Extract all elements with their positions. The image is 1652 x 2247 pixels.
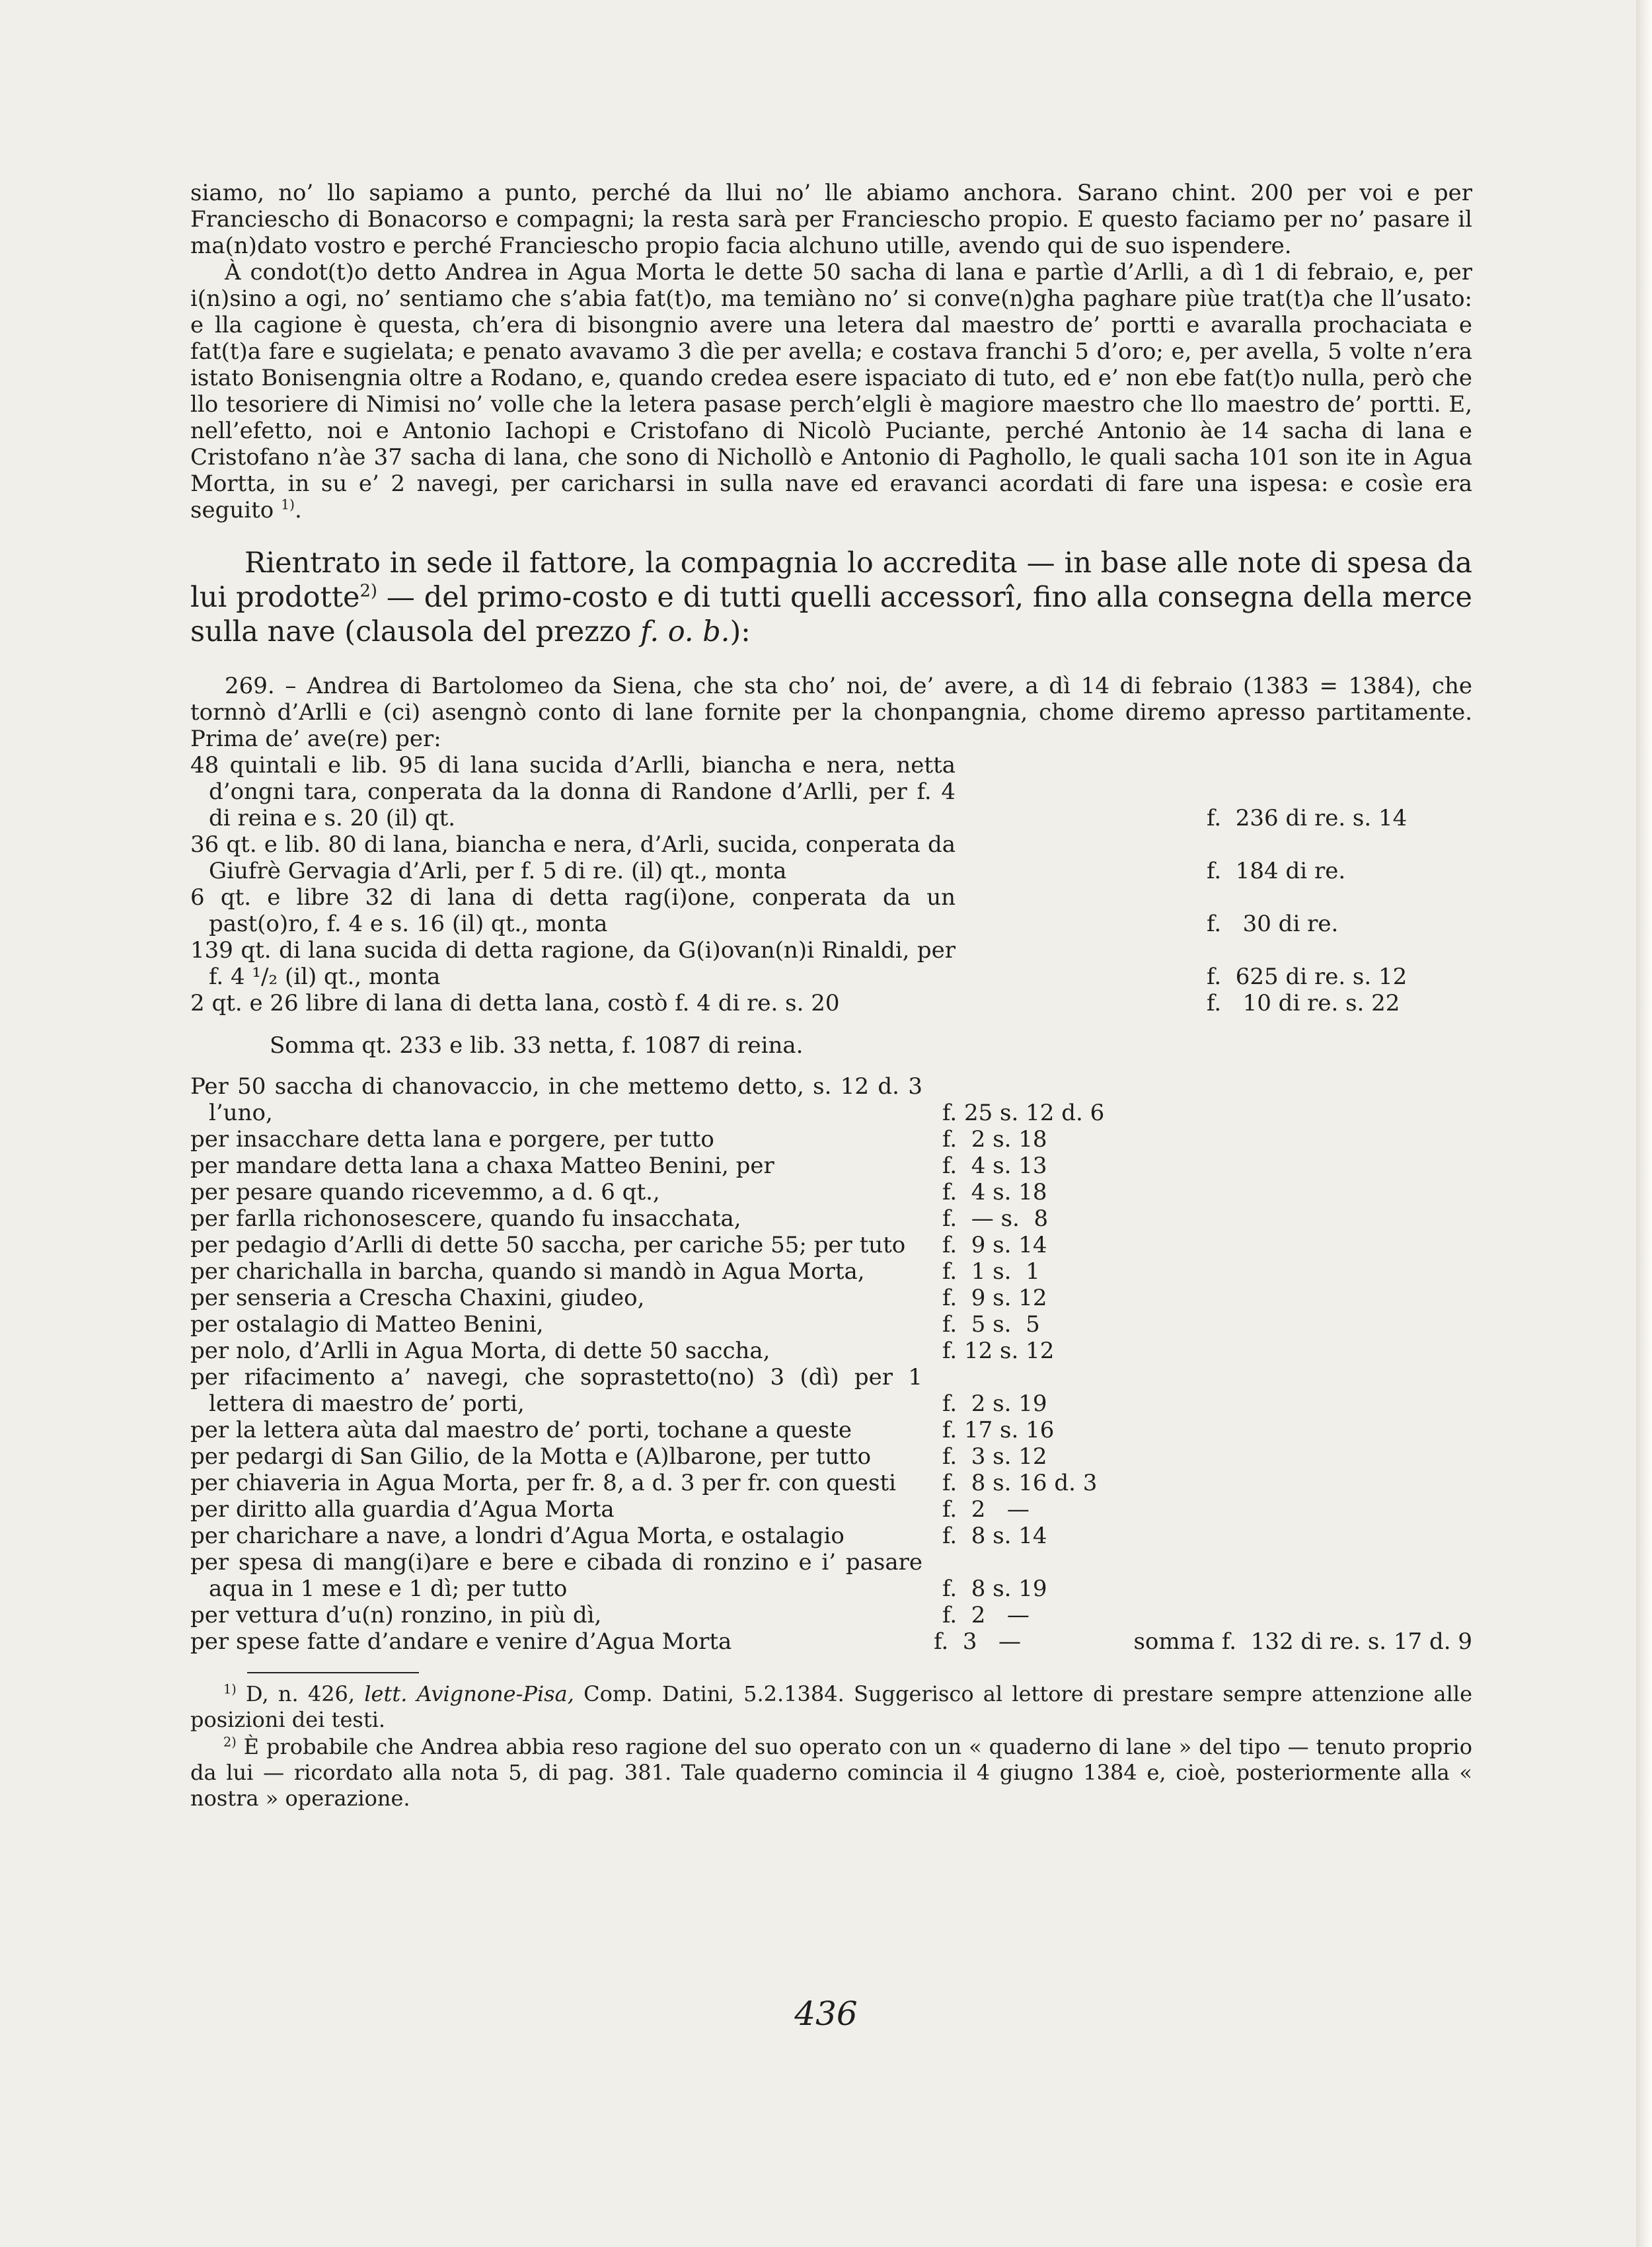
footnote-text: È probabile che Andrea abbia reso ragione del suo operato con un « quaderno di lane » del tipo — tenuto proprio da lui — ricordato alla nota 5, di pag. 381. Tale quaderno comincia il 4 giugno 1384 e, cioè, posteriormente alla « nostra » operazione. [190,1734,1472,1811]
expense-description: per diritto alla guardia d’Agua Morta [190,1496,615,1523]
expense-description: per nolo, d’Arlli in Agua Morta, di dette 50 saccha, [190,1338,770,1364]
footnote-ref: 1) [223,1681,237,1697]
expense-list [190,1073,1472,1655]
expense-amount: f. 4 s. 13 [942,1153,1047,1179]
expense-amount: f. 12 s. 12 [942,1338,1055,1364]
expense-total: somma f. 132 di re. s. 17 d. 9 [1133,1628,1472,1655]
expense-row [190,1285,1472,1311]
purchase-item [190,937,1472,990]
expense-description: per farlla richonosescere, quando fu insacchata, [190,1205,741,1232]
expense-description: Per 50 saccha di chanovaccio, in che mettemo detto, s. 12 d. 3 l’uno, [190,1073,922,1126]
expense-amount: f. 25 s. 12 d. 6 [942,1100,1105,1126]
expense-description: per ostalagio di Matteo Benini, [190,1311,544,1338]
purchase-item [190,884,1472,937]
item-amount: f. 236 di re. s. 14 [1207,805,1408,831]
text-column [190,180,1472,1813]
purchase-item [190,831,1472,884]
item-description: 36 qt. e lib. 80 di lana, biancha e nera, d’Arli, sucida, conperata da Giufrè Gervagia d’Arli, per f. 5 di re. (il) qt., monta [190,831,956,884]
expense-row [190,1417,1472,1443]
expense-amount: f. 2 — [942,1602,1030,1628]
expense-description: per chiaveria in Agua Morta, per fr. 8, a d. 3 per fr. con questi [190,1470,896,1496]
intro-paragraph [190,546,1472,649]
quote-text: À condot(t)o detto Andrea in Agua Morta le dette 50 sacha di lana e partìe d’Arlli, a dì 1 di febraio, e, per i(n)sino a ogi, no’ sentiamo che s’abia fat(t)o, ma temiàno no’ si conve(n)gha paghare piùe trat(t)a che ll’usato: e lla cagione è questa, ch’era di bisongnio avere una letera dal maestro de’ portti e avaralla prochaciata e fat(t)a fare e sugielata; e penato avavamo 3 dìe per avella; e costava franchi 5 d’oro; e, per avella, 5 volte n’era istato Bonisengnia oltre a Rodano, e, quando credea esere ispaciato di tuto, ed e’ non ebe fat(t)o nulla, però che llo tesoriere di Nimisi no’ volle che la letera pasase perch’elgli è magiore maestro che llo maestro de’ portti. E, nell’efetto, noi e Antonio Iachopi e Cristofano di Nicolò Puciante, perché Antonio àe 14 sacha di lana e Cristofano n’àe 37 sacha di lana, che sono di Nichollò e Antonio di Paghollo, le quali sacha 101 son ite in Agua Mortta, in su e’ 2 navegi, per caricharsi in sulla nave ed eravanci acordati di fare una ispesa: e cosìe era seguito [190,259,1472,523]
expense-amount: f. 9 s. 12 [942,1285,1047,1311]
intro-text: ): [730,615,751,648]
footnote-rule [247,1672,419,1673]
letter-quote [190,180,1472,523]
expense-description: per mandare detta lana a chaxa Matteo Benini, per [190,1153,774,1179]
fob-clause: f. o. b. [640,615,730,648]
expense-amount: f. 9 s. 14 [942,1232,1047,1258]
ledger-entry [190,673,1472,1655]
expense-row [190,1126,1472,1153]
item-description: 139 qt. di lana sucida di detta ragione, da G(i)ovan(n)i Rinaldi, per f. 4 ¹/₂ (il) qt., monta [190,937,956,990]
footnotes [190,1681,1472,1811]
expense-row [190,1364,1472,1417]
quote-paragraph: À condot(t)o detto Andrea in Agua Morta le dette 50 sacha di lana e partìe d’Arlli, a dì 1 di febraio, e, per i(n)sino a ogi, no’ sentiamo che s’abia fat(t)o, ma temiàno no’ si conve(n)gha paghare piùe trat(t)a che ll’usato: e lla cagione è questa, ch’era di bisongnio avere una letera dal maestro de’ portti e avaralla prochaciata e fat(t)a fare e sugielata; e penato avavamo 3 dìe per avella; e costava franchi 5 d’oro; e, per avella, 5 volte n’era istato Bonisengnia oltre a Rodano, e, quando credea esere ispaciato di tuto, ed e’ non ebe fat(t)o nulla, però che llo tesoriere di Nimisi no’ volle che la letera pasase perch’elgli è magiore maestro che llo maestro de’ portti. E, nell’efetto, noi e Antonio Iachopi e Cristofano di Nicolò Puciante, perché Antonio àe 14 sacha di lana e Cristofano n’àe 37 sacha di lana, che sono di Nichollò e Antonio di Paghollo, le quali sacha 101 son ite in Agua Mortta, in su e’ 2 navegi, per caricharsi in sulla nave ed eravanci acordati di fare una ispesa: e cosìe era seguito $^{1)}$. [190,259,1472,523]
item-description: 48 quintali e lib. 95 di lana sucida d’Arlli, biancha e nera, netta d’ongni tara, conperata da la donna di Randone d’Arlli, per f. 4 di reina e s. 20 (il) qt. [190,752,956,831]
footnote-text: Comp. Datini, 5.2.1384. Suggerisco al lettore di prestare sempre attenzione alle posizioni dei testi. [190,1681,1472,1732]
expense-amount: f. 3 s. 12 [942,1443,1047,1470]
footnote [190,1681,1472,1733]
expense-description: per la lettera aùta dal maestro de’ porti, tochane a queste [190,1417,852,1443]
expense-amount: f. 8 s. 19 [942,1576,1047,1602]
expense-row [190,1523,1472,1549]
footnote-ref: 2) [223,1734,237,1750]
item-description: 6 qt. e libre 32 di lana di detta rag(i)one, conperata da un past(o)ro, f. 4 e s. 16 (il) qt., monta [190,884,956,937]
expense-description: per vettura d’u(n) ronzino, in più dì, [190,1602,602,1628]
expense-description: per spese fatte d’andare e venire d’Agua Morta [190,1628,732,1655]
expense-description: per charichare a nave, a londri d’Agua Morta, e ostalagio [190,1523,845,1549]
entry-heading: 269. – Andrea di Bartolomeo da Siena, che sta cho’ noi, de’ avere, a dì 14 di febraio (1383 = 1384), che tornnò d’Arlli e (ci) asengnò conto di lane fornite per la chonpangnia, chome diremo apresso partitamente. Prima de’ ave(re) per: [190,673,1472,752]
purchase-items [190,752,1472,1016]
expense-row [190,1443,1472,1470]
somma-line: Somma qt. 233 e lib. 33 netta, f. 1087 di reina. [270,1032,804,1059]
expense-description: per rifacimento a’ navegi, che soprastetto(no) 3 (dì) per 1 lettera di maestro de’ porti, [190,1364,922,1417]
expense-amount: f. 8 s. 14 [942,1523,1047,1549]
expense-description: per pesare quando ricevemmo, a d. 6 qt., [190,1179,660,1205]
expense-amount: f. 8 s. 16 d. 3 [942,1470,1098,1496]
expense-row [190,1338,1472,1364]
item-amount: f. 10 di re. s. 22 [1207,990,1400,1016]
expense-row [190,1496,1472,1523]
expense-amount: f. 5 s. 5 [942,1311,1040,1338]
expense-row [190,1549,1472,1602]
expense-row [190,1602,1472,1628]
expense-row [190,1258,1472,1285]
footnote [190,1734,1472,1811]
expense-description: per charichalla in barcha, quando si mandò in Agua Morta, [190,1258,865,1285]
quote-paragraph: siamo, no’ llo sapiamo a punto, perché da llui no’ lle abiamo anchora. Sarano chint. 200 per voi e per Franciescho di Bonacorso e compagni; la resta sarà per Franciescho propio. E questo faciamo per no’ pasare il ma(n)dato vostro e perché Franciescho propio facia alchuno utille, avendo qui de suo ispendere. [190,180,1472,259]
expense-row [190,1470,1472,1496]
item-amount: f. 30 di re. [1207,911,1339,937]
purchase-item [190,990,1472,1016]
footnote-italic: lett. Avignone-Pisa, [364,1681,574,1706]
expense-description: per pedagio d’Arlli di dette 50 saccha, per cariche 55; per tuto [190,1232,906,1258]
expense-row [190,1205,1472,1232]
expense-amount: f. 2 — [942,1496,1030,1523]
expense-amount: f. 1 s. 1 [942,1258,1040,1285]
expense-description: per insacchare detta lana e porgere, per tutto [190,1126,714,1153]
intro-text: — del primo-costo e di tutti quelli accessorî, fino alla consegna della merce sulla nave (clausola del prezzo [190,581,1472,648]
expense-description: per pedargi di San Gilio, de la Motta e (A)lbarone, per tutto [190,1443,872,1470]
footnote-ref: 2) [359,581,377,601]
expense-row [190,1232,1472,1258]
purchase-item [190,752,1472,831]
item-amount: f. 184 di re. [1207,858,1346,884]
expense-amount: f. 4 s. 18 [942,1179,1047,1205]
page-number: 436 [794,1995,858,2033]
expense-row [190,1073,1472,1126]
expense-row [190,1153,1472,1179]
expense-description: per senseria a Crescha Chaxini, giudeo, [190,1285,645,1311]
expense-amount: f. 2 s. 18 [942,1126,1047,1153]
item-description: 2 qt. e 26 libre di lana di detta lana, costò f. 4 di re. s. 20 [190,990,840,1016]
expense-row [190,1311,1472,1338]
expense-amount: f. — s. 8 [942,1205,1049,1232]
expense-amount: f. 3 — [934,1628,1021,1655]
footnote-ref: 1) [281,496,295,513]
intro-text: Rientrato in sede il fattore, la compagnia lo accredita — in base alle note di spesa da lui prodotte [190,547,1472,614]
page-edge [1636,0,1652,2247]
item-amount: f. 625 di re. s. 12 [1207,964,1408,990]
expense-amount: f. 2 s. 19 [942,1390,1047,1417]
expense-row [190,1628,1472,1655]
expense-description: per spesa di mang(i)are e bere e cibada di ronzino e i’ pasare aqua in 1 mese e 1 dì; per tutto [190,1549,922,1602]
expense-amount: f. 17 s. 16 [942,1417,1055,1443]
footnote-text: D, n. 426, [236,1681,365,1706]
expense-row [190,1179,1472,1205]
